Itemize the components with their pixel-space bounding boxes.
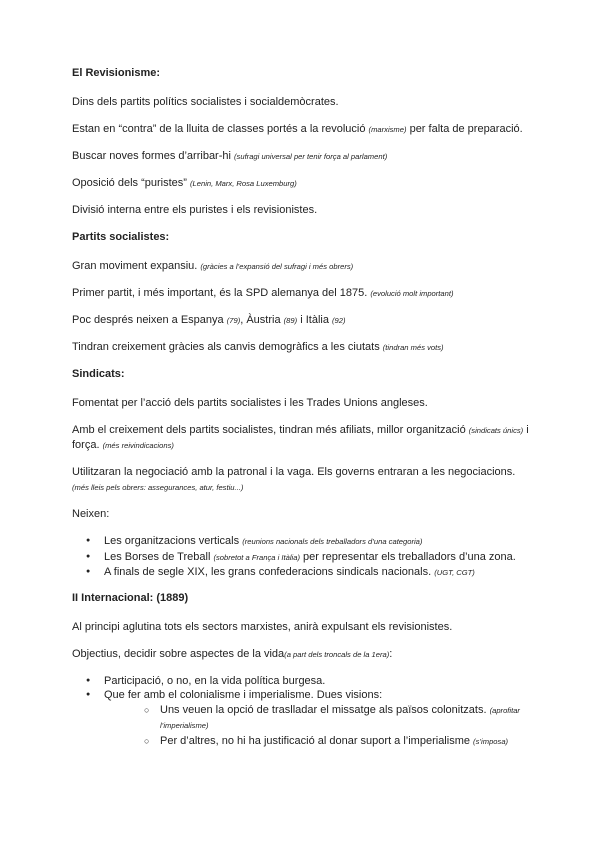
- paragraph-text: Objectius, decidir sobre aspectes de la vida: [72, 647, 285, 660]
- annotation: (reunions nacionals dels treballadors d’una categoria): [242, 537, 423, 546]
- paragraph-text: Tindran creixement gràcies als canvis demogràfics a les ciutats: [72, 341, 383, 353]
- list-item: [72, 550, 532, 566]
- annotation: (89): [283, 316, 298, 325]
- list-item: [72, 688, 532, 749]
- paragraph-text: per falta de preparació.: [406, 123, 523, 135]
- paragraph-text: i força.: [72, 424, 529, 451]
- paragraph-text: Buscar noves formes d’arribar-hi: [72, 150, 235, 162]
- paragraph-text: Estan en “contra” de la lluita de classes portés a la revolució: [72, 123, 369, 135]
- paragraph-text: :: [389, 647, 393, 660]
- list-item: [72, 534, 532, 550]
- annotation: (sobretot a França i Itàlia): [213, 552, 300, 562]
- annotation: (a part dels troncals de la 1era): [284, 649, 390, 659]
- list-item-text: Les organitzacions verticals: [104, 535, 243, 547]
- paragraph-text: Oposició dels “puristes”: [72, 177, 190, 189]
- paragraph-text: Amb el creixement dels partits socialistes, tindran més afiliats, millor organització: [72, 424, 469, 436]
- paragraph-text: Poc després neixen a Espanya: [72, 314, 227, 326]
- annotation: (92): [332, 316, 346, 325]
- bullet-list: [72, 674, 532, 750]
- annotation: (més reivindicacions): [102, 441, 174, 450]
- sub-list: [104, 703, 532, 750]
- list-item-text: Les Borses de Treball: [104, 550, 214, 563]
- paragraph: [72, 149, 532, 164]
- annotation: (sindicats únics): [468, 426, 524, 435]
- paragraph: Dins dels partits polítics socialistes i socialdemòcrates.: [72, 96, 339, 108]
- paragraph: Al principi aglutina tots els sectors marxistes, anirà expulsant els revisionistes.: [72, 620, 453, 633]
- annotation: (més lleis pels obrers: assegurances, atur, festiu...): [72, 483, 244, 492]
- paragraph: [72, 423, 532, 453]
- paragraph: [72, 465, 532, 495]
- paragraph: [72, 176, 532, 191]
- section-title-sindicats: Sindicats:: [72, 368, 125, 380]
- bullet-list: [72, 534, 532, 581]
- sub-list-item: [136, 734, 532, 750]
- annotation: (tindran més vots): [382, 343, 444, 352]
- annotation: (Lenin, Marx, Rosa Luxemburg): [190, 179, 297, 188]
- paragraph: Fomentat per l’acció dels partits socialistes i les Trades Unions angleses.: [72, 397, 428, 409]
- paragraph: Divisió interna entre els puristes i els revisionistes.: [72, 204, 318, 216]
- annotation: (sufragi universal per tenir força al parlament): [234, 152, 388, 161]
- paragraph: [72, 313, 532, 328]
- section-title-internacional: II Internacional: (1889): [72, 591, 189, 604]
- paragraph: Neixen:: [72, 508, 110, 520]
- document-page: [72, 66, 532, 759]
- paragraph: [72, 340, 532, 355]
- paragraph-text: , Àustria: [240, 314, 284, 326]
- paragraph-text: i Itàlia: [297, 314, 333, 326]
- paragraph: [72, 122, 532, 137]
- sub-list-item: [136, 703, 532, 734]
- paragraph: [72, 259, 532, 274]
- list-item: [72, 565, 532, 581]
- paragraph-text: Utilitzaran la negociació amb la patronal i la vaga. Els governs entraran a les negociacions.: [72, 466, 516, 478]
- list-item: ● Participació, o no, en la vida política burgesa.: [72, 674, 532, 689]
- annotation: (gràcies a l’expansió del sufragi i més obrers): [200, 262, 354, 271]
- list-item-text: A finals de segle XIX, les grans confederacions sindicals nacionals.: [104, 566, 435, 578]
- list-item-text: Que fer amb el colonialisme i imperialisme. Dues visions:: [104, 689, 383, 701]
- list-item-text: Uns veuen la opció de traslladar el missatge als països colonitzats.: [160, 703, 490, 716]
- paragraph: [72, 647, 532, 662]
- annotation: (evolució molt important): [370, 289, 454, 298]
- annotation: (s’imposa): [473, 736, 509, 746]
- section-title-revisionisme: El Revisionisme:: [72, 67, 161, 79]
- list-item-text: Per d’altres, no hi ha justificació al donar suport a l’imperialisme: [160, 734, 474, 747]
- paragraph: [72, 286, 532, 301]
- paragraph-text: Primer partit, i més important, és la SPD alemanya del 1875.: [72, 287, 371, 299]
- section-title-partits: Partits socialistes:: [72, 231, 170, 243]
- annotation: (UGT, CGT): [434, 568, 475, 577]
- annotation: (79): [226, 316, 241, 325]
- paragraph-text: Gran moviment expansiu.: [72, 260, 201, 272]
- annotation: (aprofitar l’imperialisme): [160, 705, 520, 730]
- annotation: (marxisme): [368, 125, 407, 134]
- list-item-text: per representar els treballadors d’una zona.: [299, 550, 516, 563]
